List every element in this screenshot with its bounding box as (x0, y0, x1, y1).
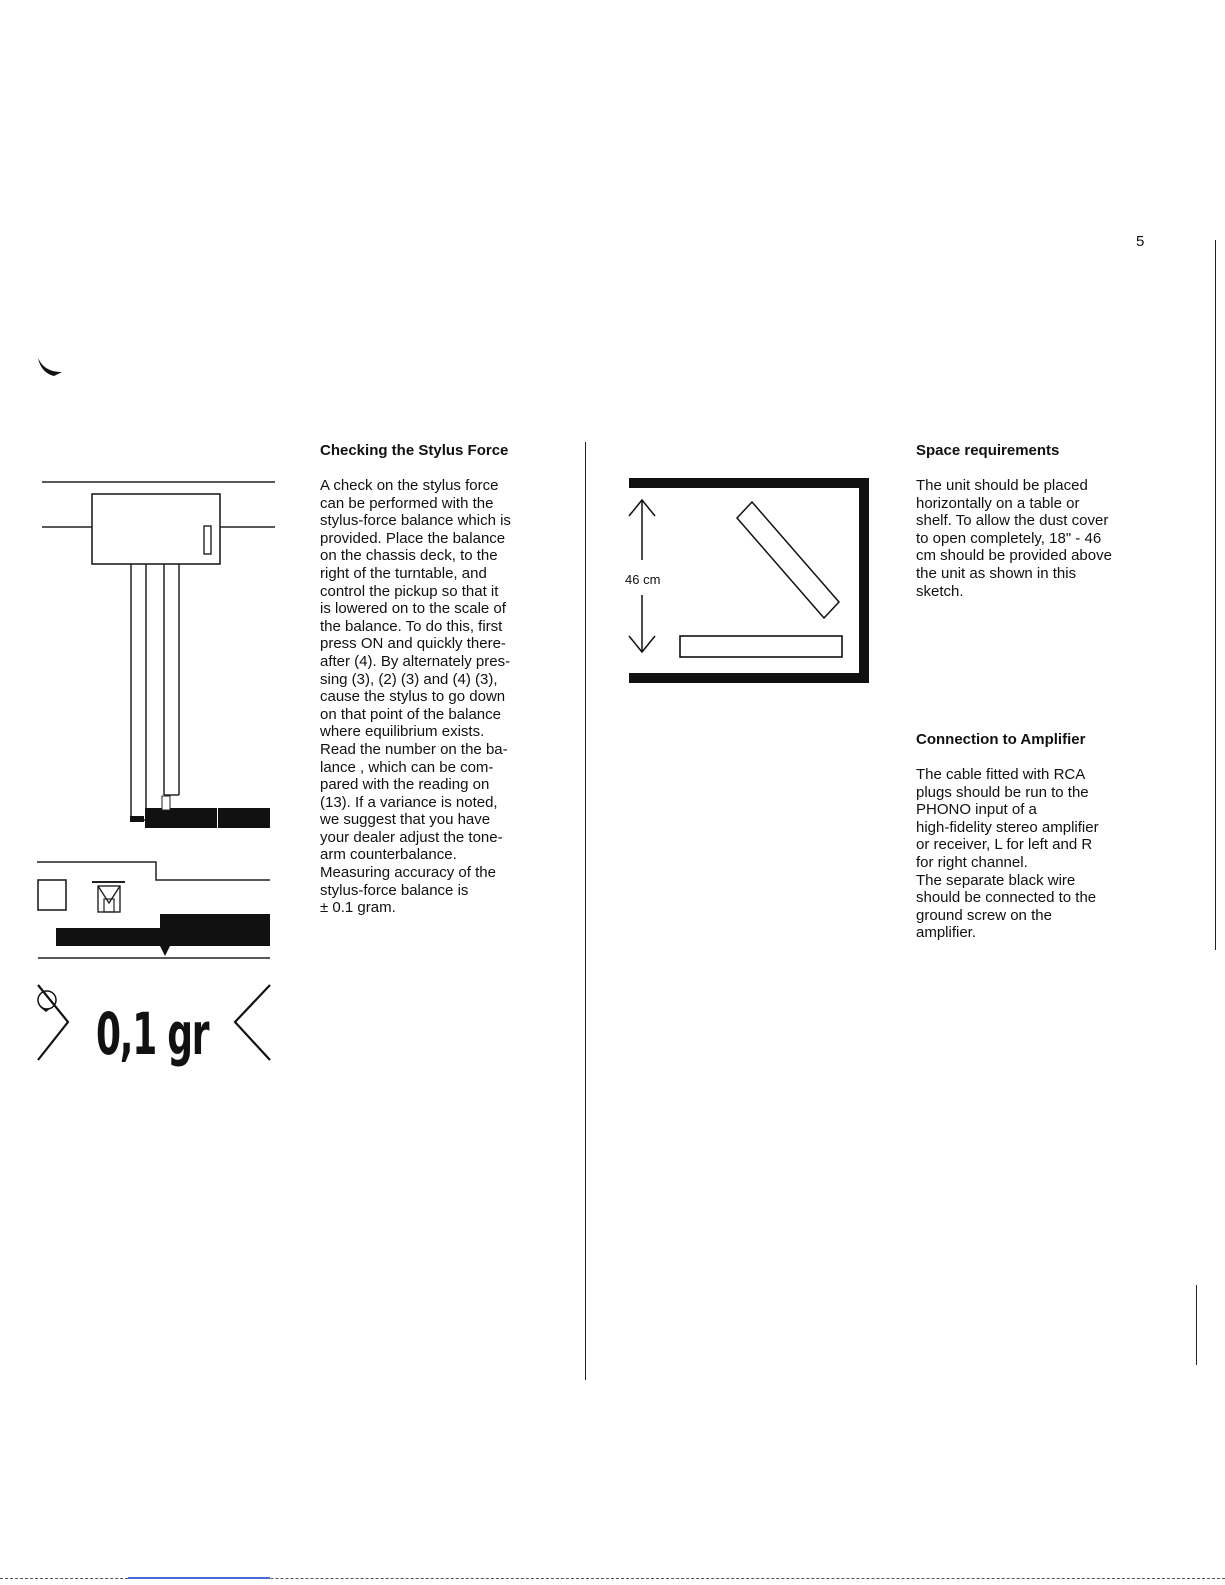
amplifier-connection-body: The cable fitted with RCA plugs should be run to the PHONO input of a high-fidelity stereo amplifier or receiver, L for left and R for right channel. The separate black wire should be connected to the ground screw on the amplifier. (916, 766, 1099, 942)
accuracy-label: 0,1 gr (96, 1000, 209, 1068)
space-diagram (625, 470, 885, 690)
stylus-force-section (320, 441, 565, 917)
stylus-force-heading: Checking the Stylus Force (320, 442, 509, 459)
stylus-force-body: A check on the stylus force can be performed with the stylus-force balance which is provided. Place the balance on the chassis deck, to the right of the turntable, and control the pickup so that it is lowered on to the scale of the balance. To do this, first press ON and quickly there- after (4). By alternately pres- sing (3), (2) (3) and (4) (3), cause the stylus to go down on that point of the balance where equilibrium exists. Read the number on the ba- lance , which can be com- pared with the reading on (13). If a variance is noted, we suggest that you have your dealer adjust the tone- arm counterbalance. Measuring accuracy of the stylus-force balance is ± 0.1 gram. (320, 477, 511, 917)
space-requirements-section (916, 441, 1166, 600)
right-edge-line-lower (1196, 1285, 1197, 1365)
space-requirements-body: The unit should be placed horizontally on a table or shelf. To allow the dust cover to open completely, 18" - 46 cm should be provided above the unit as shown in this sketch. (916, 477, 1112, 600)
column-divider (585, 442, 586, 1380)
page-number: 5 (1136, 233, 1145, 250)
corner-mark-icon (36, 356, 76, 386)
bottom-scan-highlight (128, 1577, 270, 1579)
amplifier-connection-section (916, 730, 1166, 942)
space-requirements-heading: Space requirements (916, 442, 1060, 459)
space-dimension-label: 46 cm (625, 572, 661, 587)
right-edge-line (1215, 240, 1216, 950)
balance-illustration (30, 470, 290, 1090)
amplifier-connection-heading: Connection to Amplifier (916, 731, 1086, 748)
